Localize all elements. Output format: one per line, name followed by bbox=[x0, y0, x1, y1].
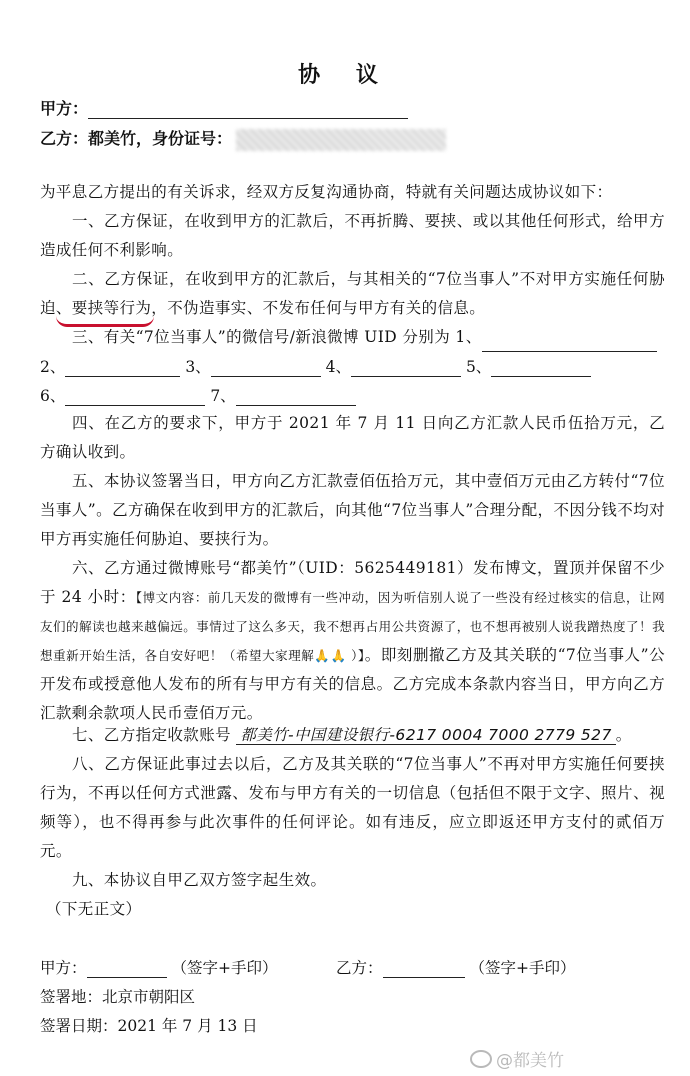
party-a-label: 甲方： bbox=[40, 99, 89, 118]
clause-1: 一、乙方保证，在收到甲方的汇款后，不再折腾、要挟、或以其他任何形式，给甲方造成任何不利影响。 bbox=[40, 212, 665, 259]
weibo-watermark bbox=[470, 1046, 564, 1071]
party-a-signature bbox=[40, 956, 277, 978]
sign-b-blank bbox=[383, 959, 465, 978]
document-title: 协 议 bbox=[298, 62, 392, 88]
weibo-icon bbox=[470, 1050, 492, 1068]
clause-3-intro bbox=[40, 323, 665, 352]
clause-5: 五、本协议签署当日，甲方向乙方汇款壹佰伍拾万元，其中壹佰万元由乙方转付“7位当事人”。乙方确保在收到甲方的汇款后，向其他“7位当事人”合理分配，不因分钱不均对甲方再实施任何胁迫、要挟行为。 bbox=[40, 472, 665, 548]
clause-8: 八、乙方保证此事过去以后，乙方及其关联的“7位当事人”不再对甲方实施任何要挟行为，不再以任何方式泄露、发布与甲方有关的一切信息（包括但不限于文字、照片、视频等），也不得再参与此次事件的任何评论。如有违反，应立即返还甲方支付的贰佰万元。 bbox=[40, 755, 665, 860]
uid-blank-6 bbox=[65, 387, 205, 406]
clause-9: 九、本协议自甲乙双方签字起生效。 bbox=[72, 871, 327, 889]
uid-6-label: 6、 bbox=[40, 387, 66, 405]
uid-3-label: 3、 bbox=[185, 358, 211, 376]
clause-7 bbox=[40, 721, 665, 750]
sign-a-note: （签字+手印） bbox=[171, 959, 278, 977]
clause-2: 二、乙方保证，在收到甲方的汇款后，与其相关的“7位当事人”不对甲方实施任何胁迫、要挟等行为，不伪造事实、不发布任何与甲方有关的信息。 bbox=[40, 270, 665, 317]
party-b-row bbox=[40, 126, 446, 151]
sign-b-label: 乙方： bbox=[336, 959, 383, 977]
sign-b-note: （签字+手印） bbox=[469, 959, 576, 977]
party-b-value: 都美竹，身份证号： bbox=[88, 129, 233, 148]
clause-6-b: 。即刻删撤乙方及其关联的“7位当事人”公开发布或授意他人发布的所有与甲方有关的信息。乙方完成本条款内容当日，甲方向乙方汇款剩余款项人民币壹佰万元。 bbox=[40, 646, 665, 722]
uid-2-label: 2、 bbox=[40, 358, 66, 376]
uid-row-a bbox=[40, 355, 591, 377]
clause-6-a: 六、乙方通过微博账号“都美竹”（UID：5625449181）发布博文，置顶并保留不少于 24 小时： bbox=[40, 559, 665, 606]
redacted-id-number bbox=[236, 129, 446, 151]
watermark-text: @都美竹 bbox=[496, 1051, 564, 1071]
sign-a-blank bbox=[87, 959, 167, 978]
clause-7-end: 。 bbox=[615, 726, 632, 744]
uid-blank-1 bbox=[482, 333, 657, 352]
intro-paragraph: 为平息乙方提出的有关诉求，经双方反复沟通协商，特就有关问题达成协议如下： bbox=[40, 183, 613, 201]
clause-4: 四、在乙方的要求下，甲方于 2021 年 7 月 11 日向乙方汇款人民币伍拾万元，乙方确认收到。 bbox=[40, 414, 665, 461]
clause-6-quote: 【博文内容：前几天发的微博有一些冲动，因为听信别人说了一些没有经过核实的信息，让网友们的解读也越来越偏远。事情过了这么多天，我不想再占用公共资源了，也不想再被别人说我蹭热度了！我想重新开始生活，各自安好吧！（希望大家理解🙏🙏 ）】 bbox=[40, 590, 665, 663]
uid-row-b bbox=[40, 384, 356, 406]
handwritten-account: 都美竹-中国建设银行-6217 0004 7000 2779 527 bbox=[236, 726, 615, 745]
uid-blank-2 bbox=[65, 358, 180, 377]
party-b-signature bbox=[336, 956, 575, 978]
uid-blank-3 bbox=[211, 358, 321, 377]
uid-7-label: 7、 bbox=[210, 387, 236, 405]
clause-6 bbox=[40, 554, 665, 728]
uid-5-label: 5、 bbox=[465, 358, 492, 376]
party-a-row bbox=[40, 96, 408, 119]
party-a-blank bbox=[88, 118, 408, 119]
clause-7-label: 七、乙方指定收款账号 bbox=[72, 726, 232, 744]
sign-a-label: 甲方： bbox=[40, 959, 87, 977]
uid-4-label: 4、 bbox=[325, 358, 351, 376]
uid-blank-4 bbox=[351, 358, 461, 377]
uid-blank-5 bbox=[491, 358, 591, 377]
clause-3-text: 三、有关“7位当事人”的微信号/新浪微博 UID 分别为 1、 bbox=[72, 328, 482, 346]
signing-date: 签署日期：2021 年 7 月 13 日 bbox=[40, 1017, 258, 1035]
uid-blank-7 bbox=[236, 387, 356, 406]
end-note: （下无正文） bbox=[46, 900, 142, 918]
signing-place: 签署地：北京市朝阳区 bbox=[40, 988, 196, 1006]
party-b-label: 乙方： bbox=[40, 129, 89, 148]
